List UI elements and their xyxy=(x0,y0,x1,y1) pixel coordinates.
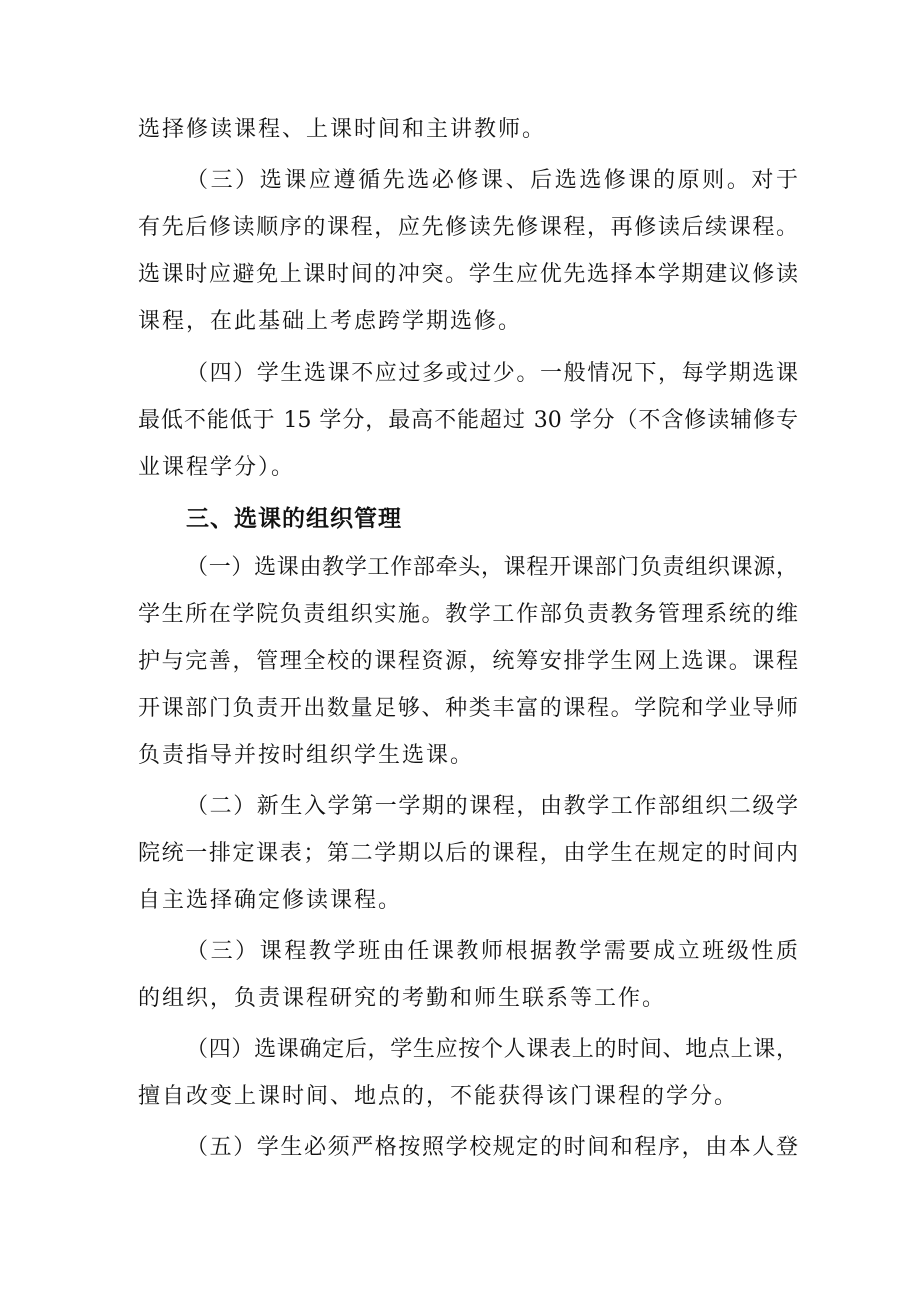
paragraph-line: 有先后修读顺序的课程，应先修读先修课程，再修读后续课程。 xyxy=(138,215,798,240)
paragraph-line: 护与完善，管理全校的课程资源，统筹安排学生网上选课。课程 xyxy=(138,649,798,674)
paragraph-line: 课程，在此基础上考虑跨学期选修。 xyxy=(138,309,523,334)
paragraph-line: （五）学生必须严格按照学校规定的时间和程序，由本人登 xyxy=(186,1135,798,1160)
paragraph-line: （四）学生选课不应过多或过少。一般情况下，每学期选课 xyxy=(186,361,798,386)
paragraph-line: 院统一排定课表；第二学期以后的课程，由学生在规定的时间内 xyxy=(138,841,798,866)
section-heading: 三、选课的组织管理 xyxy=(186,506,402,532)
paragraph-line: 自主选择确定修读课程。 xyxy=(138,888,403,913)
paragraph-line: （一）选课由教学工作部牵头，课程开课部门负责组织课源， xyxy=(186,555,798,580)
paragraph-line: 学生所在学院负责组织实施。教学工作部负责教务管理系统的维 xyxy=(138,602,798,627)
paragraph-line: （二）新生入学第一学期的课程，由教学工作部组织二级学 xyxy=(186,794,798,819)
paragraph-line: 擅自改变上课时间、地点的，不能获得该门课程的学分。 xyxy=(138,1084,739,1109)
paragraph-line: （三）课程教学班由任课教师根据教学需要成立班级性质 xyxy=(186,939,798,964)
paragraph-line: 开课部门负责开出数量足够、种类丰富的课程。学院和学业导师 xyxy=(138,696,798,721)
paragraph-line: 业课程学分）。 xyxy=(138,455,296,480)
paragraph-line: （三）选课应遵循先选必修课、后选选修课的原则。对于 xyxy=(186,168,798,193)
paragraph-line: 最低不能低于 15 学分，最高不能超过 30 学分（不含修读辅修专 xyxy=(138,408,798,433)
paragraph-line: （四）选课确定后，学生应按个人课表上的时间、地点上课， xyxy=(186,1037,798,1062)
paragraph-line: 的组织，负责课程研究的考勤和师生联系等工作。 xyxy=(138,986,667,1011)
text-line: 选择修读课程、上课时间和主讲教师。 xyxy=(138,117,547,142)
paragraph-line: 负责指导并按时组织学生选课。 xyxy=(138,743,475,768)
paragraph-line: 选课时应避免上课时间的冲突。学生应优先选择本学期建议修读 xyxy=(138,262,798,287)
